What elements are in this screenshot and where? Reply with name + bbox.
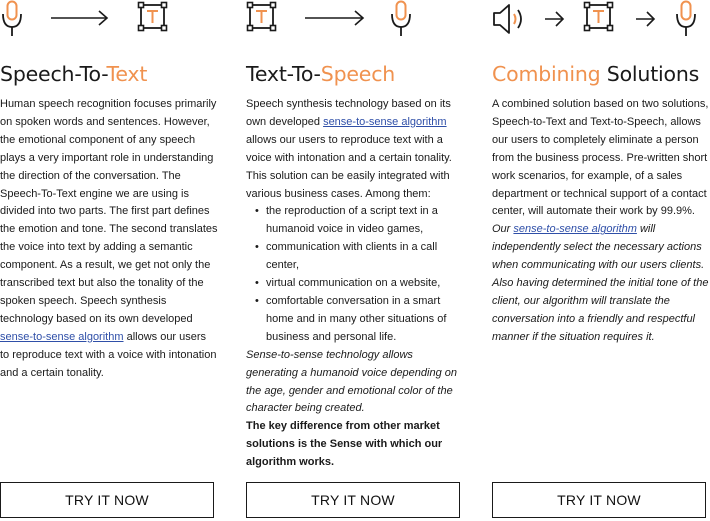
- arrow-right-icon: [635, 0, 657, 40]
- list-item: • comfortable conversation in a smart home and in many other situations of business and personal life.: [252, 293, 464, 347]
- list-item: • the reproduction of a script text in a humanoid voice in video games,: [252, 203, 464, 239]
- key-difference-note: The key difference from other market solutions is the Sense with which our algorithm works.: [246, 420, 443, 469]
- speaker-icon: [492, 0, 526, 40]
- text-box-icon: [246, 0, 278, 40]
- column-body: Human speech recognition focuses primarily on spoken words and sentences. However, the emotional component of any speech plays a very important role in understanding the direction of the conversation. The Speech-To-Text engine we are using is divided into two parts. The first part defines the emotion and tone. The second translates the voice into text by adding a semantic component. As a result, we get not only the transcribed text but also the tonality of the spoken speech. Speech synthesis technology based on its own developed sense-to-sense algorithm allows our users to reproduce text with a voice with intonation and a certain tonality.: [0, 98, 218, 379]
- column-body: A combined solution based on two solutions, Speech-to-Text and Text-to-Speech, allows our users to completely eliminate a person from the business process. Pre-written short work scenarios, for example, of a sales department or technical support of a contact center, will automate their work by 99.9%. Our sense-to-sense algorithm will independently select the necessary actions when communicating with our users clients. Also having determined the initial tone of the client, our algorithm will translate the conversation into a friendly and respectful manner if the situation requires it.: [492, 98, 709, 343]
- column-title: Text-To-Speech: [246, 62, 396, 86]
- column-title: Combining Solutions: [492, 62, 700, 86]
- column-body: Speech synthesis technology based on its own developed sense-to-sense algorithm allows our users to reproduce text with a voice with intonation and a certain tonality. This solution can be easily integrated with various business cases. Among them: • the reproduction of a script text in a humanoid voice in video games, • communication with clients in a call center, • virtual communication on a website, • comfortable conversation in a smart home and in many other situations of business and personal life. Sense-to-sense technology allows generating a humanoid voice depending on the age, gender and emotional color of the character being created. The key difference from other market solutions is the Sense with which our algorithm works.: [246, 96, 464, 472]
- microphone-icon: [674, 0, 700, 40]
- arrow-right-icon: [544, 0, 566, 40]
- text-box-icon: [583, 0, 615, 40]
- microphone-icon: [0, 0, 26, 40]
- sense-to-sense-link[interactable]: sense-to-sense algorithm: [323, 115, 447, 128]
- sense-to-sense-link[interactable]: sense-to-sense algorithm: [0, 330, 124, 343]
- microphone-icon: [389, 0, 415, 40]
- italic-note: Sense-to-sense technology allows generating a humanoid voice depending on the age, gender and emotional color of the character being created.: [246, 348, 457, 415]
- text-box-icon: [137, 0, 169, 40]
- icon-row: [492, 0, 710, 40]
- try-it-now-button[interactable]: TRY IT NOW: [0, 482, 214, 518]
- use-case-list: [246, 203, 464, 346]
- text-to-speech-column: [246, 0, 464, 521]
- arrow-right-icon: [304, 0, 366, 40]
- list-item: • communication with clients in a call center,: [252, 239, 464, 275]
- icon-row: [246, 0, 464, 40]
- speech-to-text-column: [0, 0, 218, 521]
- sense-to-sense-link[interactable]: sense-to-sense algorithm: [513, 223, 637, 236]
- try-it-now-button[interactable]: TRY IT NOW: [492, 482, 706, 518]
- list-item: • virtual communication on a website,: [252, 275, 464, 293]
- try-it-now-button[interactable]: TRY IT NOW: [246, 482, 460, 518]
- arrow-right-icon: [50, 0, 110, 40]
- combining-solutions-column: [492, 0, 710, 521]
- icon-row: [0, 0, 218, 40]
- column-title: Speech-To-Text: [0, 62, 148, 86]
